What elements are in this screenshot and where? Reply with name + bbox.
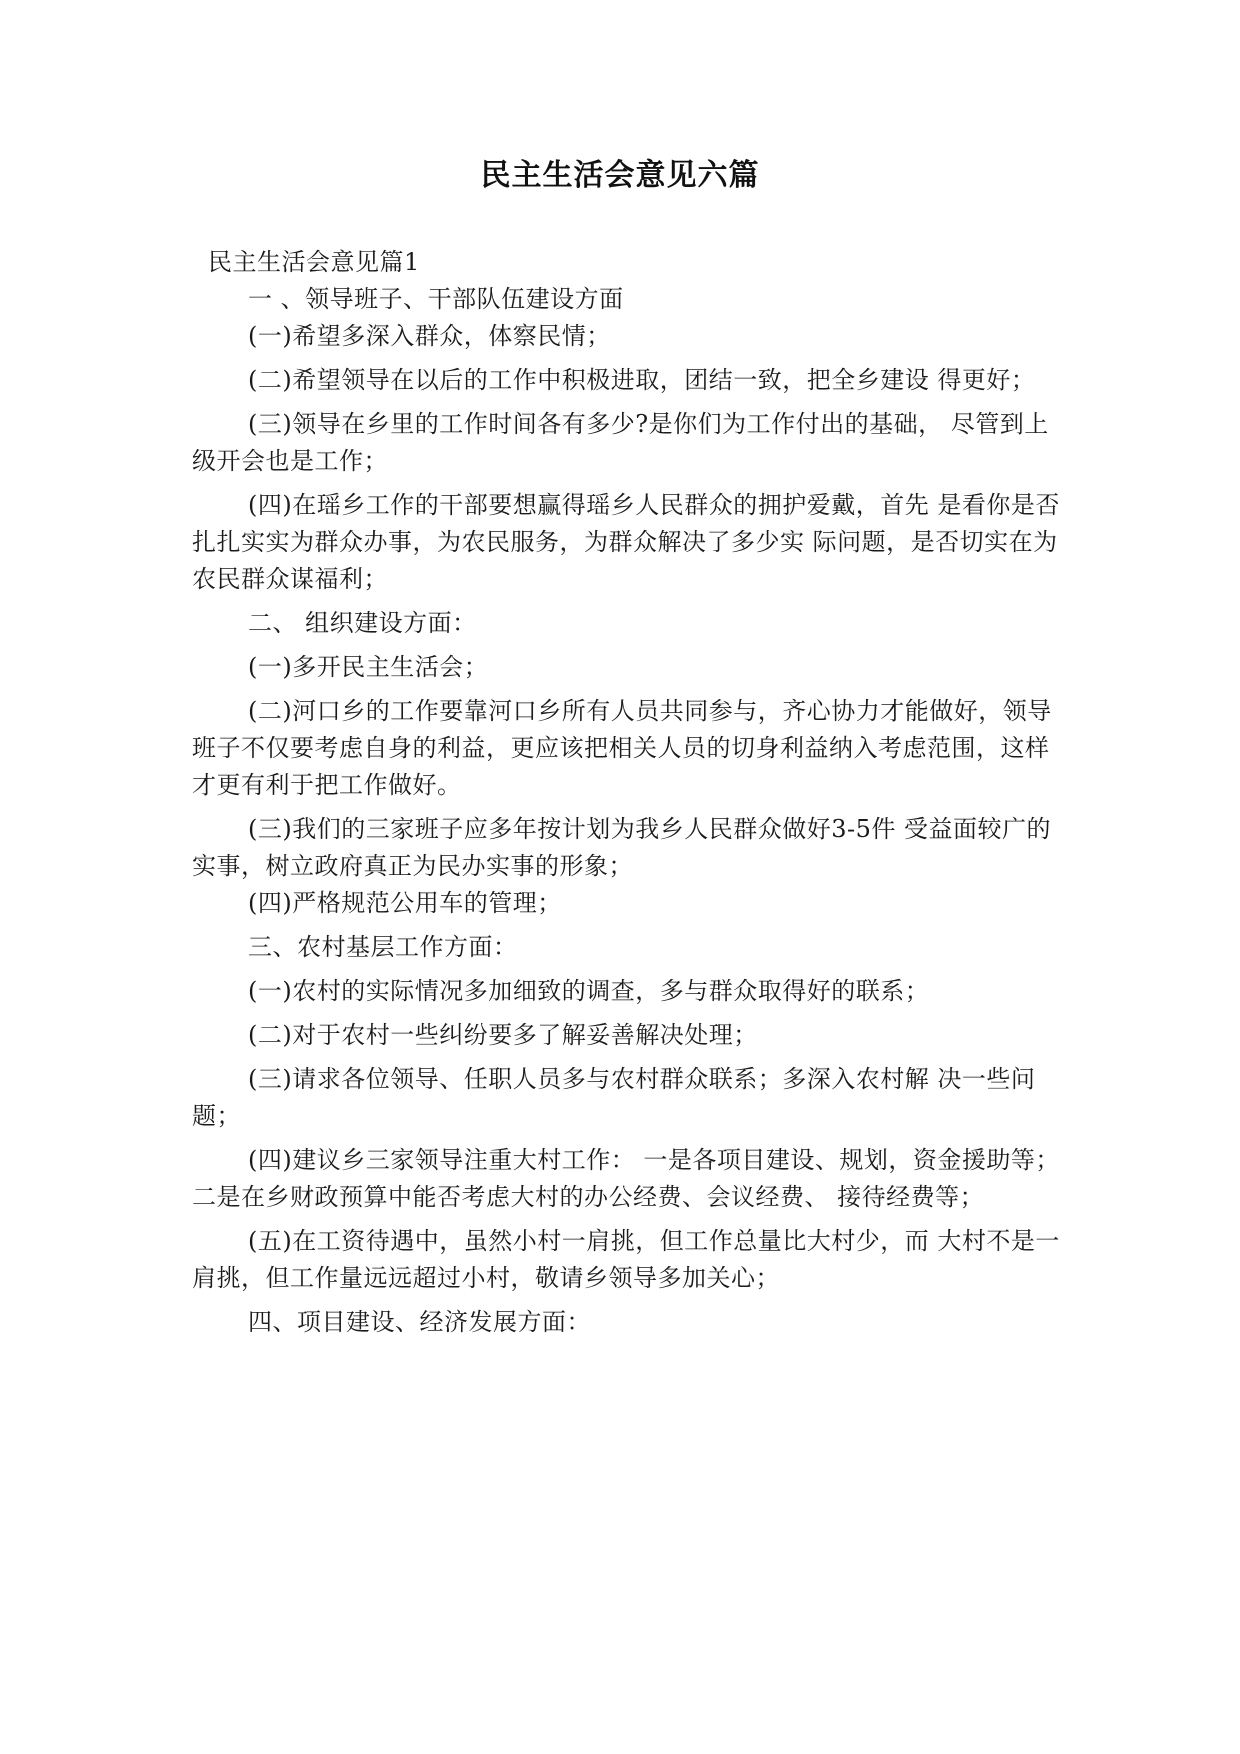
- paragraph: 四、项目建设、经济发展方面：: [248, 1308, 591, 1336]
- paragraph: (二)河口乡的工作要靠河口乡所有人员共同参与，齐心协力才能做好，领导班子不仅要考虑自身的利益，更应该把相关人员的切身利益纳入考虑范围，这样才更有利于把工作做好。: [192, 697, 1052, 799]
- paragraph: (三)领导在乡里的工作时间各有多少?是你们为工作付出的基础， 尽管到上级开会也是工作；: [192, 410, 1049, 475]
- paragraph: (四)建议乡三家领导注重大村工作： 一是各项目建设、规划，资金援助等；二是在乡财政预算中能否考虑大村的办公经费、会议经费、 接待经费等；: [192, 1146, 1060, 1211]
- paragraph: 一 、领导班子、干部队伍建设方面: [248, 285, 624, 313]
- paragraph: 二、 组织建设方面：: [248, 609, 477, 637]
- paragraph: (四)在瑶乡工作的干部要想赢得瑶乡人民群众的拥护爱戴，首先 是看你是否扎扎实实为群众办事，为农民服务，为群众解决了多少实 际问题，是否切实在为农民群众谋福利；: [192, 491, 1060, 593]
- document-title: 民主生活会意见六篇: [480, 158, 760, 193]
- paragraph: (一)农村的实际情况多加细致的调查，多与群众取得好的联系；: [248, 977, 930, 1005]
- paragraph: 三、农村基层工作方面：: [248, 933, 518, 961]
- paragraph: (五)在工资待遇中，虽然小村一肩挑，但工作总量比大村少，而 大村不是一肩挑，但工作量远远超过小村，敬请乡领导多加关心；: [192, 1227, 1060, 1292]
- paragraph: (二)希望领导在以后的工作中积极进取，团结一致，把全乡建设 得更好；: [248, 366, 1036, 394]
- paragraph: (一)多开民主生活会；: [248, 653, 489, 681]
- paragraph: (二)对于农村一些纠纷要多了解妥善解决处理；: [248, 1021, 758, 1049]
- document-body: [192, 244, 1062, 1341]
- paragraph: (四)严格规范公用车的管理；: [248, 889, 562, 917]
- section-heading: 民主生活会意见篇1: [208, 248, 420, 276]
- paragraph: (三)请求各位领导、任职人员多与农村群众联系；多深入农村解 决一些问题；: [192, 1065, 1036, 1130]
- paragraph: (一)希望多深入群众，体察民情；: [248, 322, 611, 350]
- paragraph: (三)我们的三家班子应多年按计划为我乡人民群众做好3-5件 受益面较广的实事，树立政府真正为民办实事的形象；: [192, 815, 1052, 880]
